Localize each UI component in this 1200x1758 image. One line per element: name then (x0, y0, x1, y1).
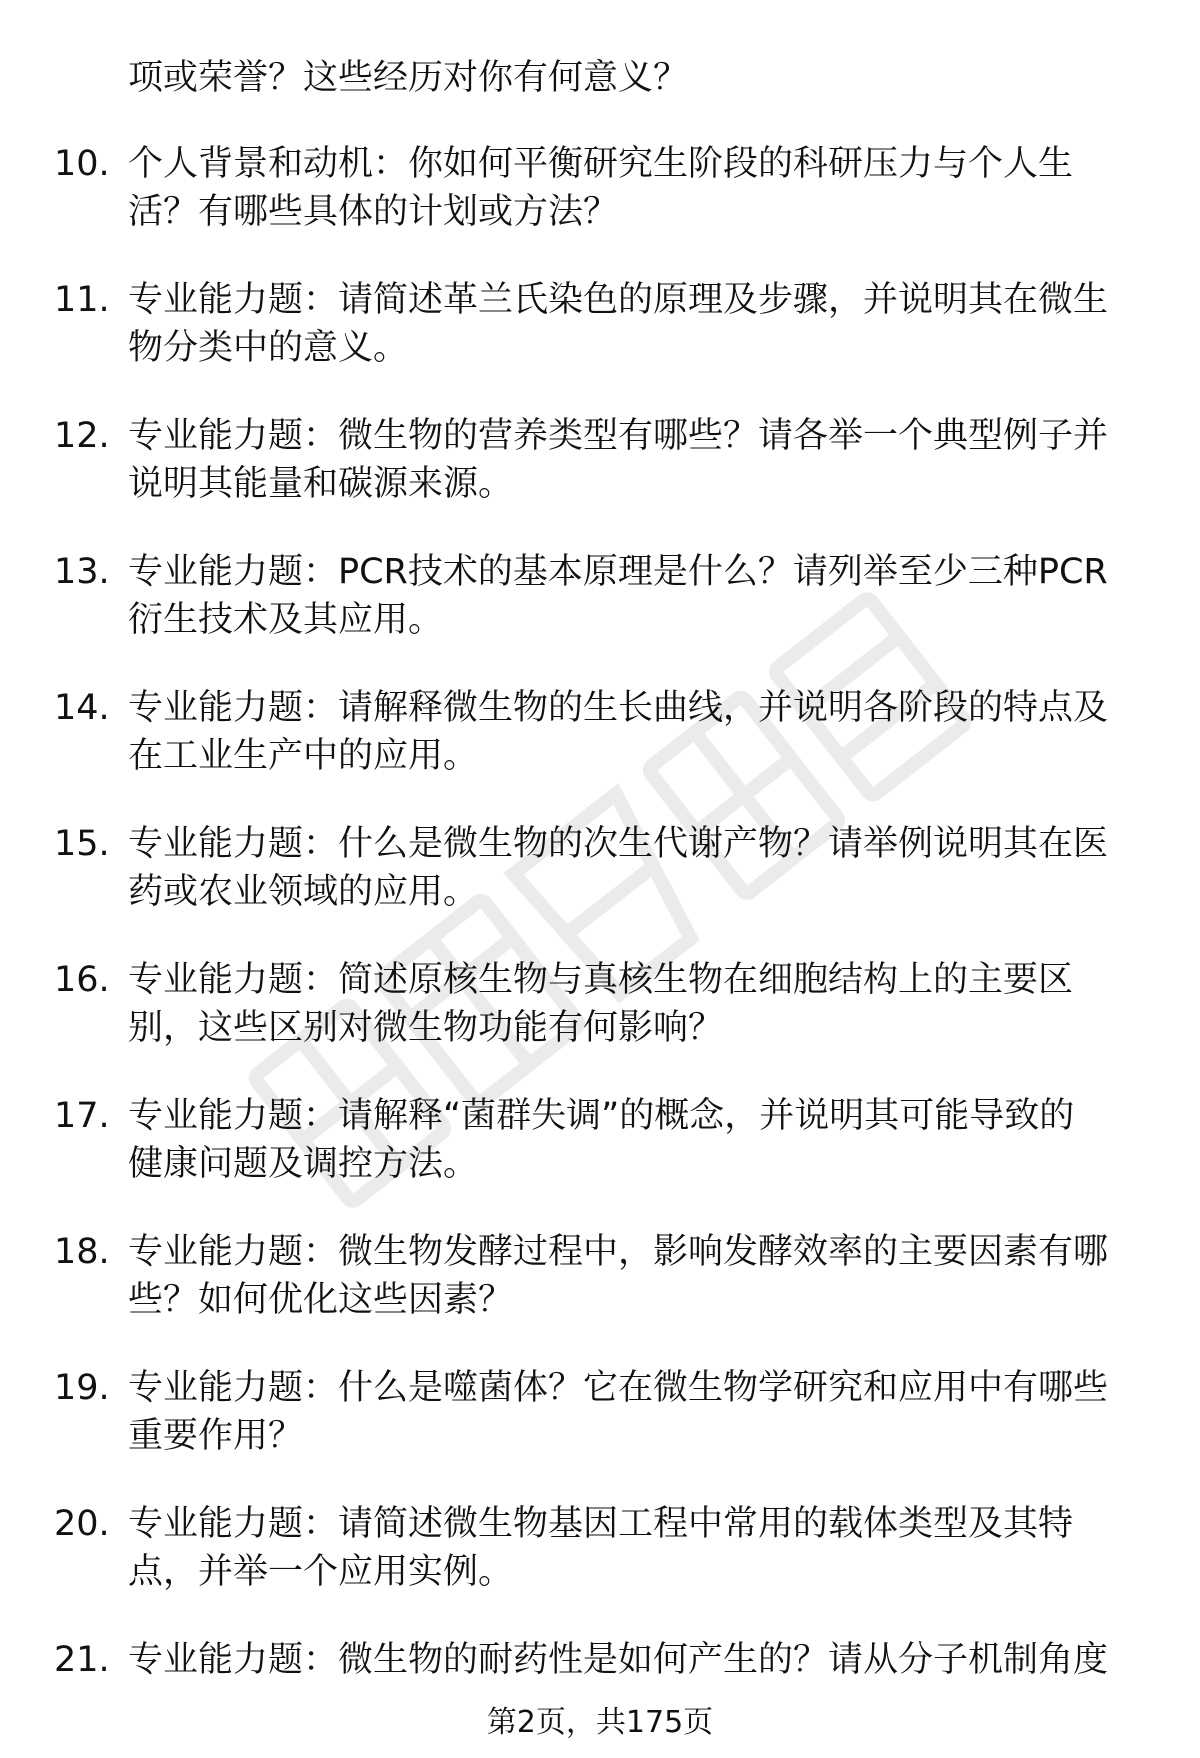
question-number: 21. (54, 1640, 110, 1680)
question-line: 别，这些区别对微生物功能有何影响？ (128, 1008, 724, 1048)
question-text (128, 412, 1138, 508)
page-number-footer: 第2页，共175页 (486, 1705, 714, 1740)
question-line: 在工业生产中的应用。 (128, 736, 479, 776)
list-item (0, 1350, 1200, 1486)
question-number: 14. (54, 688, 110, 728)
question-line: 专业能力题：请解释微生物的生长曲线，并说明各阶段的特点及 (128, 688, 1109, 728)
continuation-text: 项或荣誉？这些经历对你有何意义？ (128, 58, 689, 98)
question-text (128, 1364, 1138, 1460)
question-number: 17. (54, 1096, 110, 1136)
question-number: 11. (54, 280, 110, 320)
list-item (0, 534, 1200, 670)
list-item (0, 1486, 1200, 1622)
question-text (128, 276, 1138, 372)
list-item (0, 942, 1200, 1078)
list-item (0, 670, 1200, 806)
question-text (128, 684, 1138, 780)
question-line: 物分类中的意义。 (128, 328, 409, 368)
question-text (128, 548, 1138, 644)
question-number: 20. (54, 1504, 110, 1544)
list-item (0, 1078, 1200, 1214)
list-item (0, 262, 1200, 398)
question-line: 些？如何优化这些因素？ (128, 1280, 514, 1320)
question-line: 衍生技术及其应用。 (128, 600, 444, 640)
list-item (0, 1214, 1200, 1350)
question-text (128, 140, 1138, 236)
question-line: 专业能力题：请简述革兰氏染色的原理及步骤，并说明其在微生 (128, 280, 1109, 320)
question-line: 说明其能量和碳源来源。 (128, 464, 514, 504)
question-text (128, 820, 1138, 916)
question-line: 专业能力题：请简述微生物基因工程中常用的载体类型及其特 (128, 1504, 1074, 1544)
question-line: 专业能力题：微生物的耐药性是如何产生的？请从分子机制角度 (128, 1640, 1109, 1680)
question-line: 专业能力题：微生物的营养类型有哪些？请各举一个典型例子并 (128, 416, 1109, 456)
question-line: 专业能力题：请解释“菌群失调”的概念，并说明其可能导致的 (128, 1096, 1075, 1136)
question-text (128, 1500, 1138, 1596)
question-text (128, 956, 1138, 1052)
question-number: 19. (54, 1368, 110, 1408)
question-line: 专业能力题：什么是噬菌体？它在微生物学研究和应用中有哪些 (128, 1368, 1109, 1408)
question-line: 专业能力题：PCR技术的基本原理是什么？请列举至少三种PCR (128, 552, 1108, 592)
question-line: 个人背景和动机：你如何平衡研究生阶段的科研压力与个人生 (128, 144, 1074, 184)
question-line: 健康问题及调控方法。 (128, 1144, 479, 1184)
question-number: 15. (54, 824, 110, 864)
question-number: 18. (54, 1232, 110, 1272)
question-list (0, 126, 1200, 1758)
question-line: 专业能力题：简述原核生物与真核生物在细胞结构上的主要区 (128, 960, 1074, 1000)
question-number: 16. (54, 960, 110, 1000)
question-line: 活？有哪些具体的计划或方法？ (128, 192, 619, 232)
list-item (0, 398, 1200, 534)
question-number: 12. (54, 416, 110, 456)
question-text (128, 1636, 1138, 1684)
list-item (0, 806, 1200, 942)
list-item (0, 126, 1200, 262)
question-line: 点，并举一个应用实例。 (128, 1552, 514, 1592)
question-number: 10. (54, 144, 110, 184)
question-text (128, 1228, 1138, 1324)
question-text (128, 1092, 1138, 1188)
question-line: 专业能力题：什么是微生物的次生代谢产物？请举例说明其在医 (128, 824, 1109, 864)
question-line: 专业能力题：微生物发酵过程中，影响发酵效率的主要因素有哪 (128, 1232, 1109, 1272)
question-line: 重要作用？ (128, 1416, 304, 1456)
question-line: 药或农业领域的应用。 (128, 872, 479, 912)
question-number: 13. (54, 552, 110, 592)
